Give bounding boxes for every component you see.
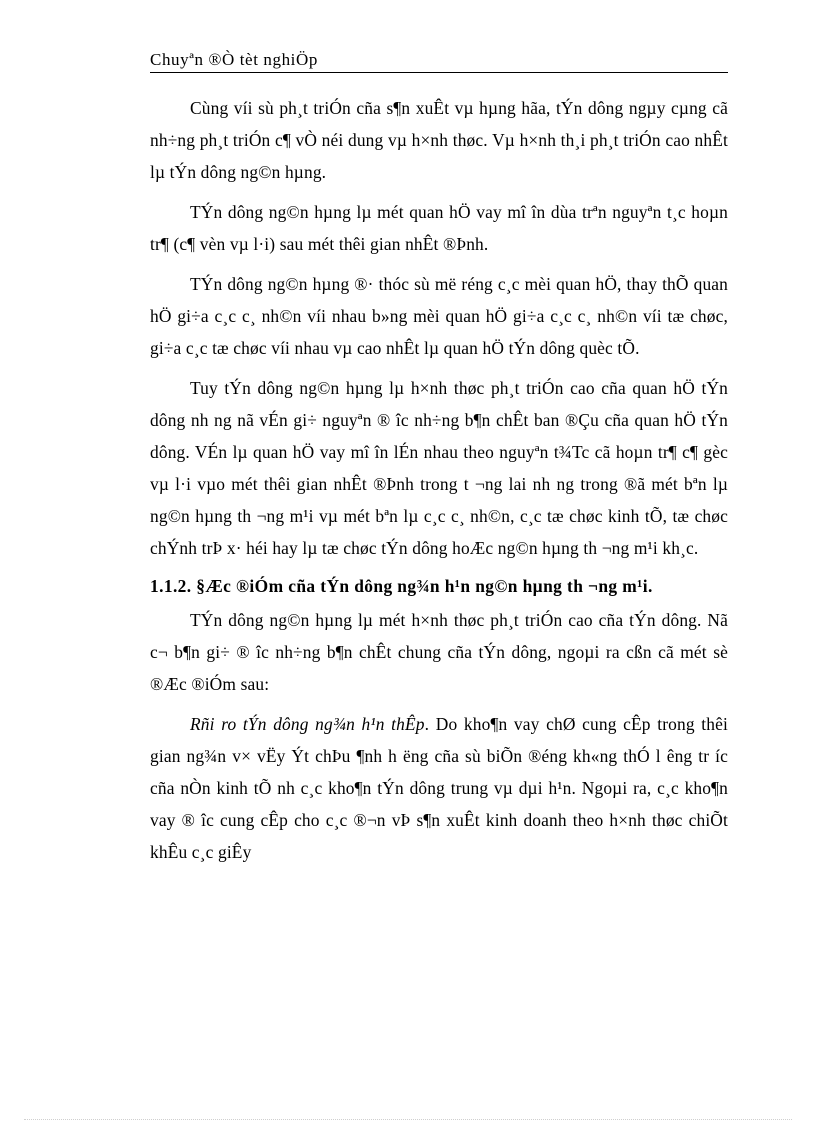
section-heading: 1.1.2. §Æc ®iÓm cña tÝn dông ng¾n h¹n ng©n hµng th ¬ng m¹i. — [150, 576, 653, 596]
paragraph-1: Cùng víi sù ph¸t triÓn cña s¶n xuÊt vµ hµng hãa, tÝn dông ngµy cµng cã nh÷ng ph¸t triÓn c¶ vÒ néi dung vµ h×nh thøc. Vµ h×nh th¸i ph¸t triÓn cao nhÊt lµ tÝn dông ng©n hµng. — [150, 98, 728, 182]
paragraph-4: Tuy tÝn dông ng©n hµng lµ h×nh thøc ph¸t triÓn cao cña quan hÖ tÝn dông nh ng nã vÉn gi÷ nguyªn ® îc nh÷ng b¶n chÊt ban ®Çu cña quan hÖ tÝn dông. VÉn lµ quan hÖ vay mî în lÉn nhau theo nguyªn t¾Tc cã hoµn tr¶ c¶ gèc vµ l·i vµo mét thêi gian nhÊt ®Þnh trong t ¬ng lai nh ng trong ®ã mét bªn lµ ng©n hµng th ¬ng m¹i vµ mét bªn lµ c¸c c¸ nh©n, c¸c tæ chøc kinh tÕ, tæ chøc chÝnh trÞ x· héi hay lµ tæ chøc tÝn dông hoÆc ng©n hµng th ¬ng m¹i kh¸c. — [150, 378, 728, 558]
paragraph-5: TÝn dông ng©n hµng lµ mét h×nh thøc ph¸t triÓn cao cña tÝn dông. Nã c¬ b¶n gi÷ ® îc nh÷ng b¶n chÊt chung cña tÝn dông, ngoµi ra cßn cã mét sè ®Æc ®iÓm sau: — [150, 610, 728, 694]
paragraph-2: TÝn dông ng©n hµng lµ mét quan hÖ vay mî în dùa trªn nguyªn t¸c hoµn tr¶ (c¶ vèn vµ l·i) sau mét thêi gian nhÊt ®Þnh. — [150, 202, 728, 254]
paragraph-3: TÝn dông ng©n hµng ®· thóc sù më réng c¸c mèi quan hÖ, thay thÕ quan hÖ gi÷a c¸c c¸ nh©n víi nhau b»ng mèi quan hÖ gi÷a c¸c c¸ nh©n víi tæ chøc, gi÷a c¸c tæ chøc víi nhau vµ cao nhÊt lµ quan hÖ tÝn dông quèc tÕ. — [150, 274, 728, 358]
body-text — [150, 92, 728, 869]
running-header: Chuyªn ®Ò tèt nghiÖp — [150, 50, 318, 69]
header-rule — [150, 72, 728, 73]
page-bottom-border — [24, 1119, 792, 1120]
paragraph-6 — [150, 708, 728, 868]
paragraph-6-italic-lead: Rñi ro tÝn dông ng¾n h¹n thÊp — [190, 714, 425, 734]
paragraph-6-text: . Do kho¶n vay chØ cung cÊp trong thêi gian ng¾n v× vËy Ýt chÞu ¶nh h ëng cña sù biÕn ®éng kh«ng thÓ l êng tr íc cña nÒn kinh tÕ nh c¸c kho¶n tÝn dông trung vµ dµi h¹n. Ngoµi ra, c¸c kho¶n vay ® îc cung cÊp cho c¸c ®¬n vÞ s¶n xuÊt kinh doanh theo h×nh thøc chiÕt khÊu c¸c giÊy — [150, 714, 728, 862]
